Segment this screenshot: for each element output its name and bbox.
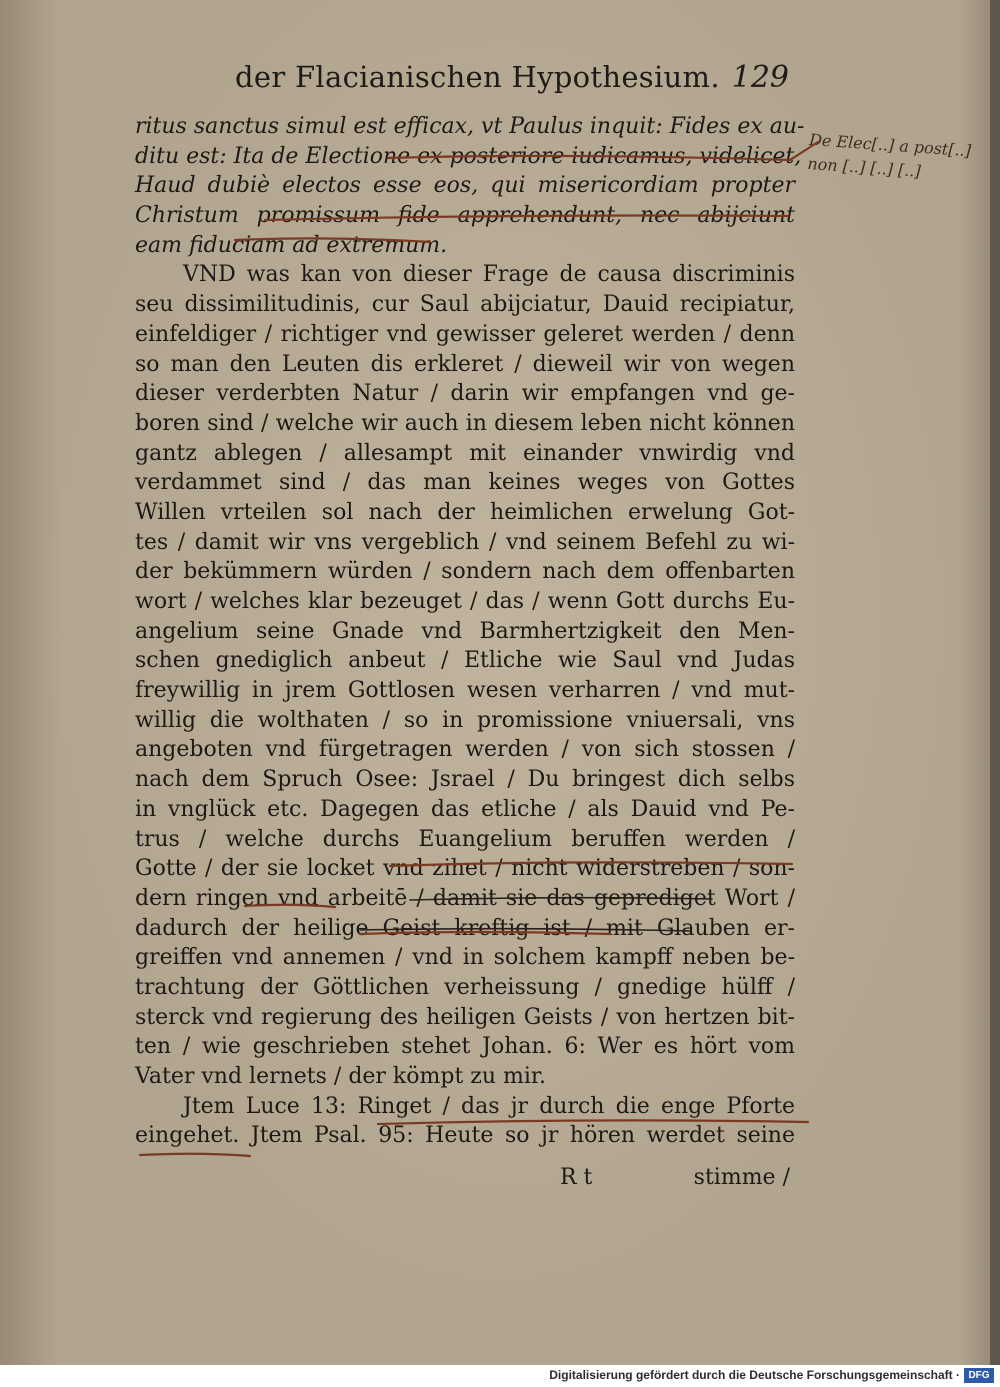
text-line: ten / wie geschrieben stehet Johan. 6: Wer es hört vom xyxy=(135,1034,795,1060)
handwritten-margin-note xyxy=(807,128,985,188)
page-edge xyxy=(990,0,1000,1365)
text-line: eam fiduciam ad extremum. xyxy=(135,232,448,258)
catchword: stimme / xyxy=(693,1165,790,1190)
text-line: nach dem Spruch Osee: Jsrael / Du bringest dich selbs xyxy=(135,767,795,793)
signature-line xyxy=(560,1165,790,1199)
margin-note-line: non [..] [..] [..] xyxy=(806,153,922,181)
text-line: ditu est: Ita de Electione ex posteriore iudicamus, videlicet, xyxy=(135,143,802,169)
signature-mark: R t xyxy=(560,1165,593,1190)
text-line: gantz ablegen / allesampt mit einander vnwirdig vnd xyxy=(135,440,795,466)
text-line: wort / welches klar bezeuget / das / wenn Gott durchs Eu- xyxy=(135,589,795,614)
text-line: der bekümmern würden / sondern nach dem offenbarten xyxy=(135,559,795,585)
footer-bar xyxy=(0,1365,1000,1387)
text-line: dieser verderbten Natur / darin wir empfangen vnd ge- xyxy=(135,381,795,407)
text-line: VND was kan von dieser Frage de causa discriminis xyxy=(183,262,795,288)
text-line: Vater vnd lernets / der kömpt zu mir. xyxy=(135,1064,547,1089)
text-line: Willen vrteilen sol nach der heimlichen erwelung Got- xyxy=(135,499,795,525)
text-line: verdammet sind / das man keines weges von Gottes xyxy=(135,470,795,496)
text-line: eingehet. Jtem Psal. 95: Heute so jr hören werdet seine xyxy=(135,1123,795,1149)
text-line: seu dissimilitudinis, cur Saul abijciatur, Dauid recipiatur, xyxy=(135,292,795,318)
text-line: einfeldiger / richtiger vnd gewisser geleret werden / denn xyxy=(135,321,795,347)
running-head: der Flacianischen Hypothesium. xyxy=(235,60,720,94)
text-line: willig die wolthaten / so in promissione vniuersali, vns xyxy=(135,707,795,733)
text-line: so man den Leuten dis erkleret / dieweil wir von wegen xyxy=(135,351,795,377)
margin-note-line: De Elec[..] a post[..] xyxy=(808,129,972,161)
text-line: Jtem Luce 13: Ringet / das jr durch die enge Pforte xyxy=(183,1093,795,1119)
text-line: ritus sanctus simul est efficax, vt Paulus inquit: Fides ex au- xyxy=(135,114,805,139)
text-line: angeboten vnd fürgetragen werden / von sich stossen / xyxy=(135,737,795,763)
text-line: Haud dubiè electos esse eos, qui misericordiam propter xyxy=(135,173,795,199)
text-line: Gotte / der sie locket vnd zihet / nicht widerstreben / son- xyxy=(135,856,795,882)
text-line: freywillig in jrem Gottlosen wesen verharren / vnd mut- xyxy=(135,678,795,704)
funding-credit: Digitalisierung gefördert durch die Deutsche Forschungsgemeinschaft · xyxy=(549,1368,960,1382)
text-line: angelium seine Gnade vnd Barmhertzigkeit den Men- xyxy=(135,618,795,644)
dfg-logo-icon: DFG xyxy=(964,1368,994,1383)
text-line: dern ringen vnd arbeitē / damit sie das geprediget Wort / xyxy=(135,885,795,911)
text-line: trachtung der Göttlichen verheissung / gnedige hülff / xyxy=(135,974,795,1000)
text-line: dadurch der heilige Geist kreftig ist / mit Glauben er- xyxy=(135,915,795,941)
text-line: greiffen vnd annemen / vnd in solchem kampff neben be- xyxy=(135,945,795,971)
text-line: tes / damit wir vns vergeblich / vnd seinem Befehl zu wi- xyxy=(135,529,795,555)
text-line: sterck vnd regierung des heiligen Geists / von hertzen bit- xyxy=(135,1004,795,1030)
text-line: Christum promissum fide apprehendunt, nec abijciunt xyxy=(135,203,795,229)
text-line: boren sind / welche wir auch in diesem leben nicht können xyxy=(135,410,795,436)
text-line: trus / welche durchs Euangelium beruffen werden / xyxy=(135,826,795,852)
body-text xyxy=(135,112,805,1151)
underline-stroke xyxy=(140,1154,250,1156)
text-line: schen gnediglich anbeut / Etliche wie Saul vnd Judas xyxy=(135,648,795,674)
page-header xyxy=(235,60,795,104)
page-number: 129 xyxy=(731,60,789,95)
text-line: in vnglück etc. Dagegen das etliche / als Dauid vnd Pe- xyxy=(135,796,795,822)
